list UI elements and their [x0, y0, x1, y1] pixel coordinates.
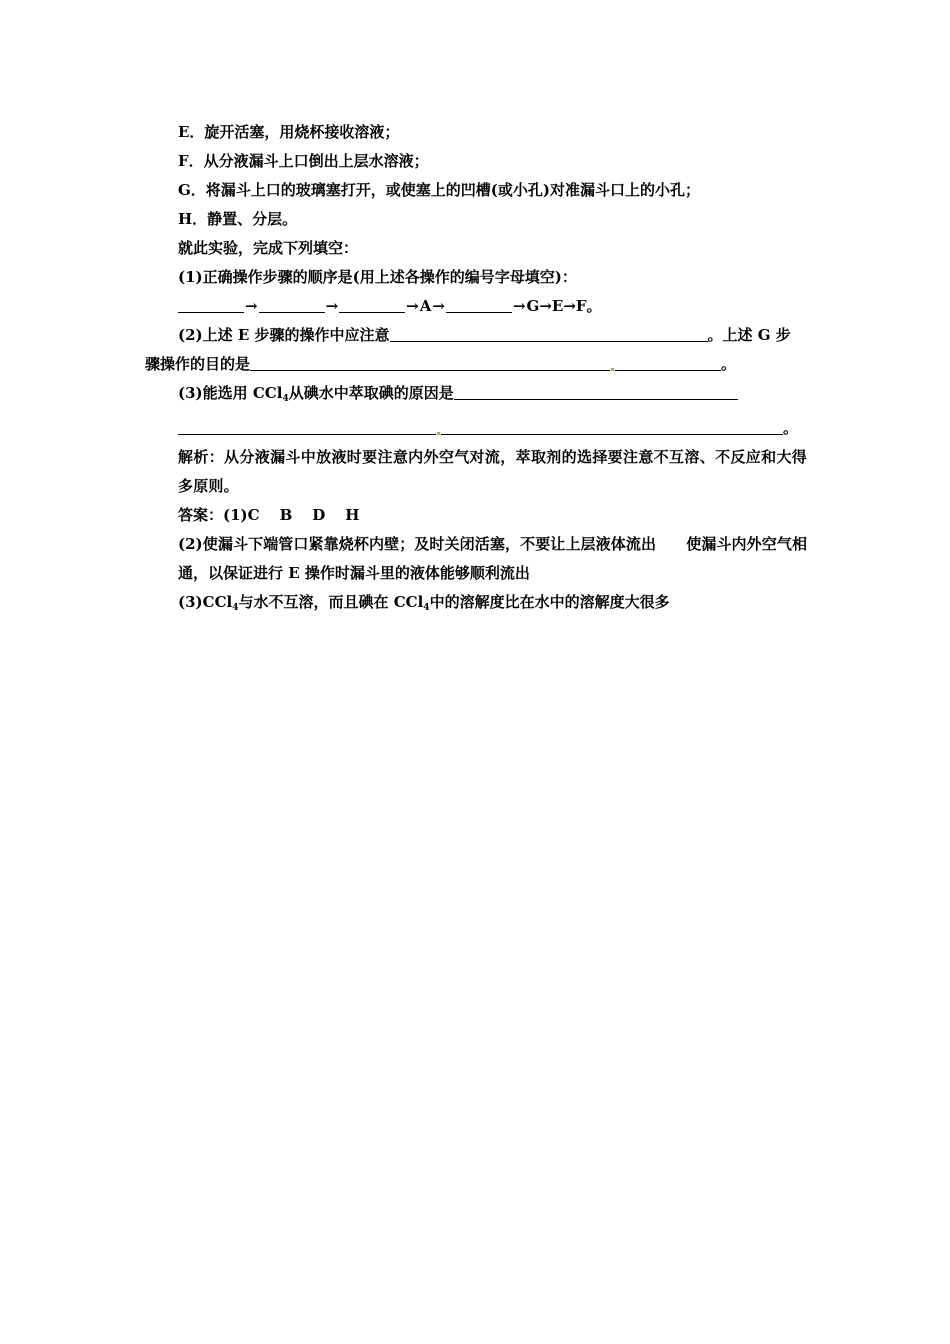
- analysis-text: 从分液漏斗中放液时要注意内外空气对流，萃取剂的选择要注意不互溶、不反应和大得多原则。: [178, 448, 807, 495]
- answer-3-mid: 与水不互溶，而且碘在 CCl: [238, 593, 424, 611]
- question-3-end: 。: [783, 419, 799, 437]
- answer-1: [145, 501, 807, 530]
- step-e: E．旋开活塞，用烧杯接收溶液；: [178, 123, 400, 141]
- answer-2-part-2: 使漏斗内外空气相通，以保证进行 E 操作时漏斗里的液体能够顺利流出: [178, 535, 807, 582]
- answer-1-b: B: [279, 506, 293, 524]
- answer-blank[interactable]: [390, 324, 708, 342]
- arrow-icon: →: [512, 297, 526, 315]
- answer-blank[interactable]: [615, 353, 721, 371]
- answer-3-after: 中的溶解度比在水中的溶解度大很多: [429, 593, 670, 611]
- subscript: 4: [423, 603, 430, 613]
- answer-1-c: (1)C: [223, 506, 260, 524]
- question-3-prompt-after: 从碘水中萃取碘的原因是: [288, 384, 454, 402]
- question-2-end: 。: [721, 355, 737, 373]
- arrow-icon: →: [432, 297, 445, 315]
- answer-blank[interactable]: [250, 353, 610, 371]
- answer-1-d: D: [312, 506, 326, 524]
- analysis-paragraph: [145, 443, 807, 501]
- answer-blank[interactable]: [178, 417, 436, 435]
- subscript: 4: [232, 603, 239, 613]
- answer-2: [145, 530, 807, 588]
- mark-dot-icon: [611, 368, 614, 371]
- answer-1-h: H: [345, 506, 360, 524]
- subscript: 4: [282, 394, 289, 404]
- question-1-prompt: (1)正确操作步骤的顺序是(用上述各操作的编号字母填空)：: [178, 268, 577, 286]
- answer-blank[interactable]: [259, 295, 325, 313]
- step-h: H．静置、分层。: [178, 210, 298, 228]
- arrow-icon: →: [406, 297, 419, 315]
- analysis-label: 解析：: [178, 448, 225, 466]
- question-2-prompt: (2)上述 E 步骤的操作中应注意: [178, 326, 390, 344]
- question-2-line2-prefix: 骤操作的目的是: [145, 355, 251, 373]
- answer-label: 答案：: [178, 506, 224, 524]
- answer-blank[interactable]: [446, 295, 512, 313]
- arrow-icon: →: [325, 297, 339, 315]
- answer-blank[interactable]: [178, 295, 244, 313]
- question-3-line-1: [145, 379, 807, 414]
- answer-3-before: (3)CCl: [178, 593, 233, 611]
- arrow-icon: →: [245, 297, 258, 315]
- step-g: G．将漏斗上口的玻璃塞打开，或使塞上的凹槽(或小孔)对准漏斗口上的小孔；: [178, 181, 701, 199]
- question-3-prompt-before: (3)能选用 CCl: [178, 384, 283, 402]
- answer-blank[interactable]: [454, 382, 738, 400]
- question-1-sequence: [145, 292, 807, 321]
- answer-3: [145, 588, 807, 623]
- question-3-line-2: [145, 414, 807, 443]
- question-2-line-2: [145, 350, 807, 379]
- question-2-line-1: [145, 321, 807, 350]
- step-f: F．从分液漏斗上口倒出上层水溶液；: [178, 152, 429, 170]
- answer-2-part-1: (2)使漏斗下端管口紧靠烧杯内壁；及时关闭活塞，不要让上层液体流出: [178, 535, 657, 553]
- question-2-mid: 。上述 G 步: [707, 326, 791, 344]
- step-letter-a: A: [419, 297, 432, 315]
- answer-blank[interactable]: [441, 417, 783, 435]
- intro-text: 就此实验，完成下列填空：: [178, 239, 359, 257]
- mark-dot-icon: [437, 432, 440, 435]
- document-page: [145, 118, 807, 623]
- answer-blank[interactable]: [339, 295, 405, 313]
- sequence-tail: G→E→F。: [526, 297, 602, 315]
